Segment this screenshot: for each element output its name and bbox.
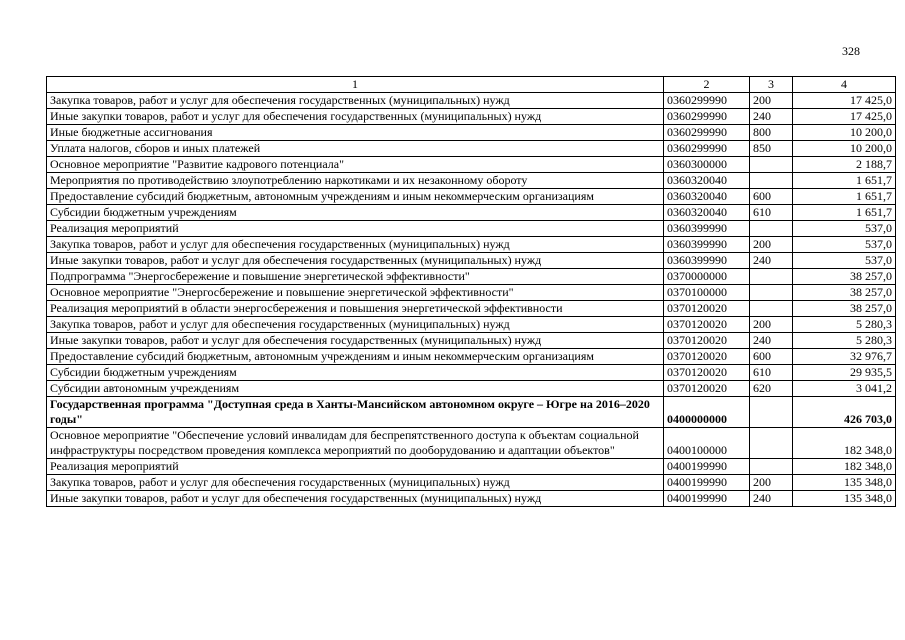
row-name: Иные бюджетные ассигнования xyxy=(47,125,664,141)
row-name: Уплата налогов, сборов и иных платежей xyxy=(47,141,664,157)
header-col-group: 3 xyxy=(750,77,793,93)
table-row xyxy=(47,365,896,381)
row-name: Закупка товаров, работ и услуг для обеспечения государственных (муниципальных) нужд xyxy=(47,475,664,491)
row-group xyxy=(750,397,793,428)
row-amount: 1 651,7 xyxy=(793,189,896,205)
row-code: 0370000000 xyxy=(664,269,750,285)
row-group xyxy=(750,285,793,301)
row-code: 0400199990 xyxy=(664,475,750,491)
row-name: Реализация мероприятий xyxy=(47,221,664,237)
table-row xyxy=(47,253,896,269)
row-amount: 10 200,0 xyxy=(793,125,896,141)
table-row xyxy=(47,301,896,317)
table-row xyxy=(47,157,896,173)
table-row xyxy=(47,349,896,365)
row-amount: 182 348,0 xyxy=(793,459,896,475)
row-amount: 2 188,7 xyxy=(793,157,896,173)
row-name: Реализация мероприятий в области энергосбережения и повышения энергетической эффективности xyxy=(47,301,664,317)
row-amount: 38 257,0 xyxy=(793,269,896,285)
table-row xyxy=(47,221,896,237)
row-group: 620 xyxy=(750,381,793,397)
row-name: Субсидии бюджетным учреждениям xyxy=(47,365,664,381)
row-code: 0370120020 xyxy=(664,317,750,333)
row-code: 0370120020 xyxy=(664,349,750,365)
row-amount: 17 425,0 xyxy=(793,93,896,109)
row-amount: 10 200,0 xyxy=(793,141,896,157)
row-code: 0400100000 xyxy=(664,428,750,459)
row-code: 0360299990 xyxy=(664,109,750,125)
row-amount: 5 280,3 xyxy=(793,333,896,349)
row-code: 0370120020 xyxy=(664,301,750,317)
row-code: 0360399990 xyxy=(664,253,750,269)
row-code: 0370120020 xyxy=(664,381,750,397)
row-name: Подпрограмма "Энергосбережение и повышение энергетической эффективности" xyxy=(47,269,664,285)
row-amount: 537,0 xyxy=(793,253,896,269)
row-name: Иные закупки товаров, работ и услуг для обеспечения государственных (муниципальных) нужд xyxy=(47,491,664,507)
row-amount: 537,0 xyxy=(793,237,896,253)
row-group xyxy=(750,428,793,459)
row-group: 600 xyxy=(750,189,793,205)
row-group: 240 xyxy=(750,491,793,507)
row-group xyxy=(750,459,793,475)
row-code: 0360320040 xyxy=(664,189,750,205)
table-row xyxy=(47,205,896,221)
table-row xyxy=(47,475,896,491)
row-code: 0360300000 xyxy=(664,157,750,173)
row-group: 200 xyxy=(750,475,793,491)
row-code: 0360399990 xyxy=(664,237,750,253)
row-amount: 1 651,7 xyxy=(793,205,896,221)
table-row xyxy=(47,93,896,109)
row-group: 850 xyxy=(750,141,793,157)
row-code: 0360299990 xyxy=(664,141,750,157)
table-row xyxy=(47,109,896,125)
row-name: Основное мероприятие "Обеспечение условий инвалидам для беспрепятственного доступа к объектам социальной инфраструктуры посредством проведения комплекса мероприятий по дооборудованию и адаптации объектов" xyxy=(47,428,664,459)
row-code: 0360299990 xyxy=(664,93,750,109)
table-row xyxy=(47,491,896,507)
row-name: Мероприятия по противодействию злоупотреблению наркотиками и их незаконному обороту xyxy=(47,173,664,189)
table-row xyxy=(47,317,896,333)
row-code: 0360299990 xyxy=(664,125,750,141)
row-name: Основное мероприятие "Энергосбережение и повышение энергетической эффективности" xyxy=(47,285,664,301)
budget-table-body xyxy=(47,77,896,507)
row-group xyxy=(750,221,793,237)
row-code: 0400199990 xyxy=(664,491,750,507)
row-group: 200 xyxy=(750,237,793,253)
row-amount: 17 425,0 xyxy=(793,109,896,125)
table-row xyxy=(47,269,896,285)
row-name: Иные закупки товаров, работ и услуг для обеспечения государственных (муниципальных) нужд xyxy=(47,109,664,125)
row-name: Закупка товаров, работ и услуг для обеспечения государственных (муниципальных) нужд xyxy=(47,93,664,109)
budget-table xyxy=(46,76,896,507)
row-name: Предоставление субсидий бюджетным, автономным учреждениям и иным некоммерческим организациям xyxy=(47,189,664,205)
row-name: Закупка товаров, работ и услуг для обеспечения государственных (муниципальных) нужд xyxy=(47,317,664,333)
row-code: 0370120020 xyxy=(664,333,750,349)
row-group xyxy=(750,301,793,317)
row-amount: 3 041,2 xyxy=(793,381,896,397)
row-group: 200 xyxy=(750,93,793,109)
row-name: Основное мероприятие "Развитие кадрового потенциала" xyxy=(47,157,664,173)
header-col-code: 2 xyxy=(664,77,750,93)
row-group xyxy=(750,269,793,285)
row-name: Иные закупки товаров, работ и услуг для обеспечения государственных (муниципальных) нужд xyxy=(47,333,664,349)
table-row xyxy=(47,237,896,253)
table-row xyxy=(47,333,896,349)
row-name: Иные закупки товаров, работ и услуг для обеспечения государственных (муниципальных) нужд xyxy=(47,253,664,269)
row-amount: 1 651,7 xyxy=(793,173,896,189)
table-row xyxy=(47,125,896,141)
table-row xyxy=(47,189,896,205)
row-code: 0370100000 xyxy=(664,285,750,301)
row-amount: 537,0 xyxy=(793,221,896,237)
page-number: 328 xyxy=(842,44,860,58)
row-amount: 38 257,0 xyxy=(793,285,896,301)
table-row xyxy=(47,397,896,428)
row-name: Государственная программа "Доступная среда в Ханты-Мансийском автономном округе – Югре на 2016–2020 годы" xyxy=(47,397,664,428)
table-row xyxy=(47,173,896,189)
row-name: Субсидии бюджетным учреждениям xyxy=(47,205,664,221)
table-row xyxy=(47,381,896,397)
row-amount: 32 976,7 xyxy=(793,349,896,365)
row-code: 0400199990 xyxy=(664,459,750,475)
row-group: 610 xyxy=(750,205,793,221)
row-group: 240 xyxy=(750,109,793,125)
header-col-amount: 4 xyxy=(793,77,896,93)
row-code: 0360399990 xyxy=(664,221,750,237)
table-row xyxy=(47,459,896,475)
row-code: 0360320040 xyxy=(664,205,750,221)
row-group: 200 xyxy=(750,317,793,333)
row-code: 0360320040 xyxy=(664,173,750,189)
header-col-name: 1 xyxy=(47,77,664,93)
row-amount: 29 935,5 xyxy=(793,365,896,381)
row-amount: 182 348,0 xyxy=(793,428,896,459)
row-code: 0370120020 xyxy=(664,365,750,381)
row-amount: 426 703,0 xyxy=(793,397,896,428)
row-group: 800 xyxy=(750,125,793,141)
table-row xyxy=(47,285,896,301)
table-row xyxy=(47,141,896,157)
row-name: Предоставление субсидий бюджетным, автономным учреждениям и иным некоммерческим организациям xyxy=(47,349,664,365)
row-group: 240 xyxy=(750,333,793,349)
table-row xyxy=(47,428,896,459)
row-group: 240 xyxy=(750,253,793,269)
row-name: Закупка товаров, работ и услуг для обеспечения государственных (муниципальных) нужд xyxy=(47,237,664,253)
table-header-row xyxy=(47,77,896,93)
row-name: Субсидии автономным учреждениям xyxy=(47,381,664,397)
row-name: Реализация мероприятий xyxy=(47,459,664,475)
row-amount: 38 257,0 xyxy=(793,301,896,317)
row-amount: 135 348,0 xyxy=(793,475,896,491)
row-code: 0400000000 xyxy=(664,397,750,428)
row-amount: 5 280,3 xyxy=(793,317,896,333)
row-group: 610 xyxy=(750,365,793,381)
row-group xyxy=(750,157,793,173)
row-group xyxy=(750,173,793,189)
row-amount: 135 348,0 xyxy=(793,491,896,507)
row-group: 600 xyxy=(750,349,793,365)
